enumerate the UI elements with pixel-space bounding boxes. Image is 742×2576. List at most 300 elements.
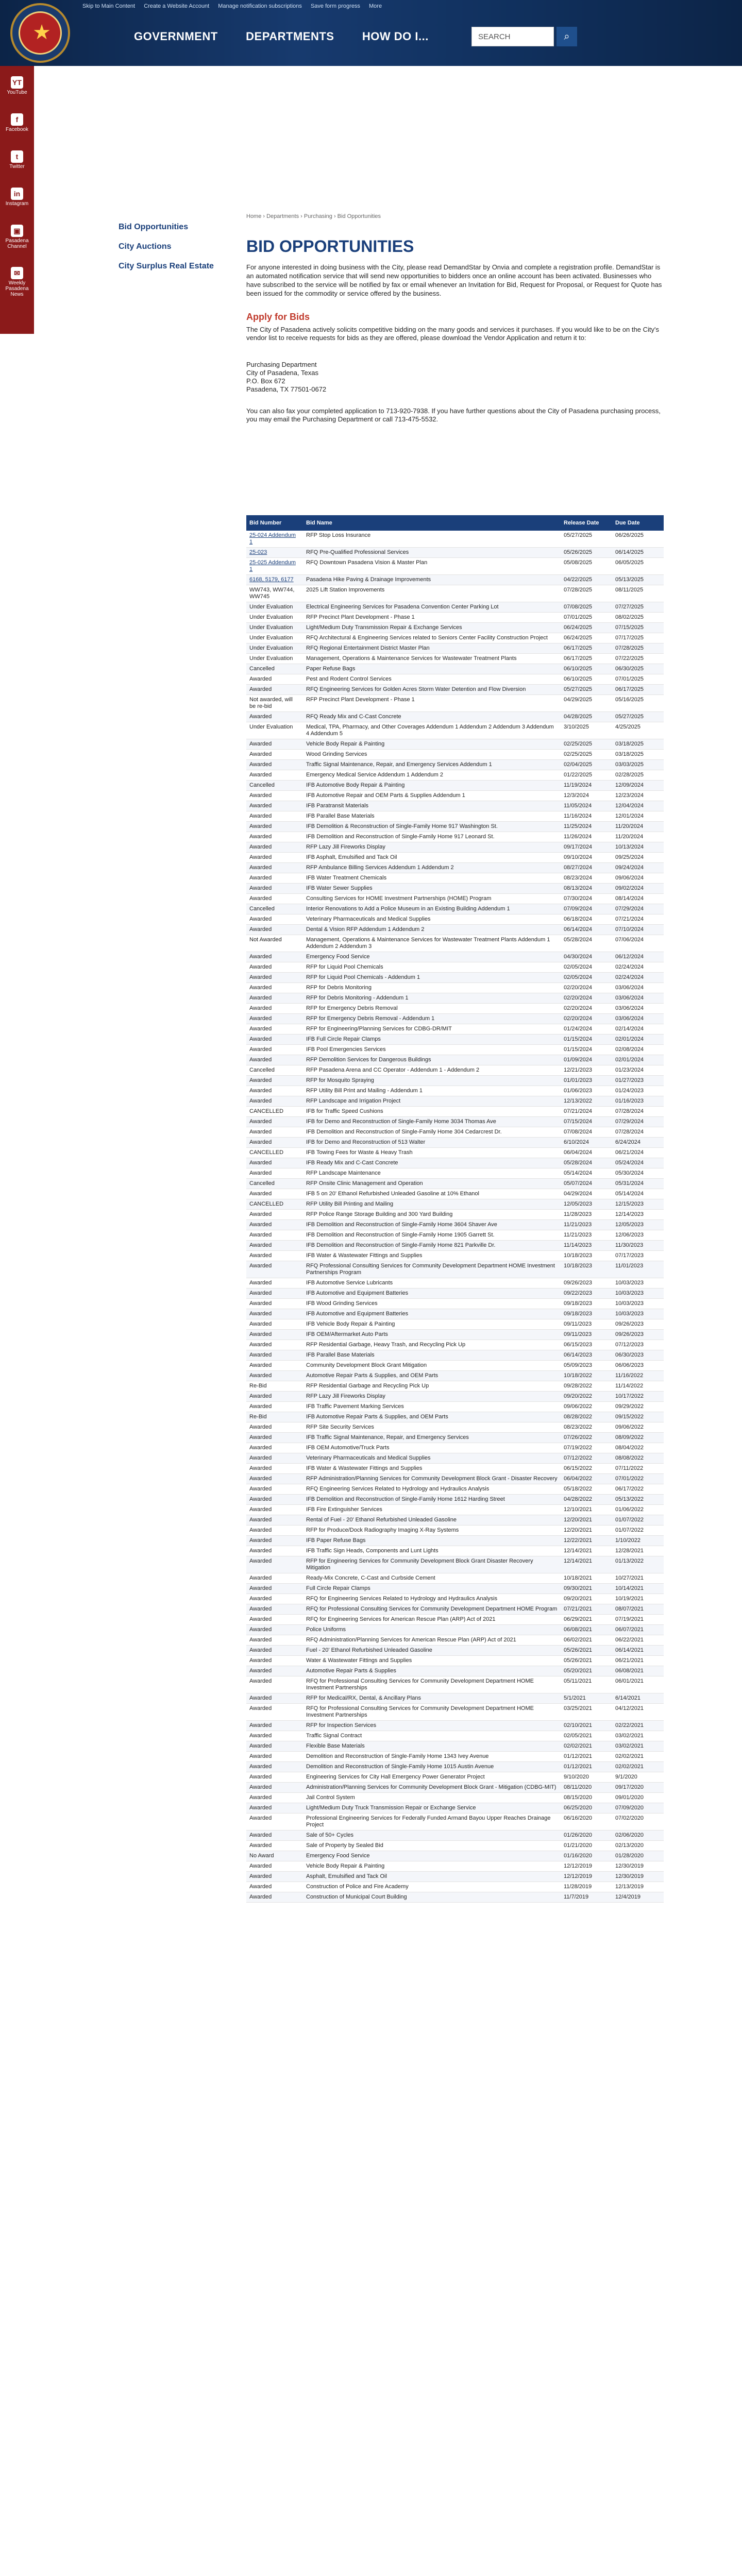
bid-name-cell[interactable]: RFP for Engineering Services for Community Development Block Grant Disaster Recovery Mitigation	[303, 1556, 561, 1573]
bid-number-cell: Re-Bid	[246, 1412, 303, 1422]
bid-name-cell[interactable]: Traffic Signal Maintenance, Repair, and Emergency Services Addendum 1	[303, 760, 561, 770]
release-date-cell: 07/12/2022	[561, 1453, 612, 1464]
bid-name-cell[interactable]: RFQ for Professional Consulting Services for Community Development Department HOME Program	[303, 1604, 561, 1615]
table-row	[246, 558, 664, 575]
bid-name-cell[interactable]: Automotive Repair Parts & Supplies, and OEM Parts	[303, 1371, 561, 1381]
release-date-cell: 06/18/2024	[561, 914, 612, 925]
due-date-cell: 10/19/2021	[612, 1594, 664, 1604]
release-date-cell: 06/02/2021	[561, 1635, 612, 1646]
due-date-cell: 06/14/2021	[612, 1646, 664, 1656]
table-row	[246, 1892, 664, 1903]
bid-name-cell[interactable]: Water & Wastewater Fittings and Supplies	[303, 1656, 561, 1666]
release-date-cell: 05/27/2025	[561, 531, 612, 548]
bid-name-cell[interactable]: Veterinary Pharmaceuticals and Medical Supplies	[303, 914, 561, 925]
util-link[interactable]: More	[369, 3, 382, 9]
table-row	[246, 1220, 664, 1230]
bid-name-cell[interactable]: RFP Lazy Jill Fireworks Display	[303, 842, 561, 853]
release-date-cell: 11/26/2024	[561, 832, 612, 842]
bid-name-cell[interactable]: IFB Wood Grinding Services	[303, 1299, 561, 1309]
release-date-cell: 06/29/2021	[561, 1615, 612, 1625]
table-row	[246, 623, 664, 633]
bid-name-cell[interactable]: RFP Residential Garbage and Recycling Pick Up	[303, 1381, 561, 1392]
table-row	[246, 1381, 664, 1392]
bid-name-cell[interactable]: IFB OEM/Aftermarket Auto Parts	[303, 1330, 561, 1340]
bid-name-cell[interactable]: RFP Site Security Services	[303, 1422, 561, 1433]
release-date-cell: 06/15/2022	[561, 1464, 612, 1474]
bid-name-cell[interactable]: RFP for Produce/Dock Radiography Imaging X-Ray Systems	[303, 1526, 561, 1536]
due-date-cell: 07/27/2025	[612, 602, 664, 613]
release-date-cell: 07/19/2022	[561, 1443, 612, 1453]
release-date-cell: 12/22/2021	[561, 1536, 612, 1546]
due-date-cell: 1/10/2022	[612, 1536, 664, 1546]
nav-bid-opportunities[interactable]: Bid Opportunities	[119, 223, 189, 231]
bid-name-cell[interactable]: Ready-Mix Concrete, C-Cast and Curbside Cement	[303, 1573, 561, 1584]
due-date-cell: 07/17/2023	[612, 1251, 664, 1261]
bid-name-cell[interactable]: RFP for Medical/RX, Dental, & Ancillary Plans	[303, 1693, 561, 1704]
table-row	[246, 1086, 664, 1096]
bid-name-cell[interactable]: IFB Demolition and Reconstruction of Single-Family Home 1905 Garrett St.	[303, 1230, 561, 1241]
bid-name-cell[interactable]: Police Uniforms	[303, 1625, 561, 1635]
bid-number-cell: Awarded	[246, 1814, 303, 1831]
breadcrumb[interactable]: Home › Departments › Purchasing › Bid Opportunities	[246, 213, 381, 219]
bid-number-cell: Awarded	[246, 1433, 303, 1443]
bid-name-cell[interactable]: RFP Landscape and Irrigation Project	[303, 1096, 561, 1107]
bid-name-cell[interactable]: IFB 5 on 20' Ethanol Refurbished Unleaded Gasoline at 10% Ethanol	[303, 1189, 561, 1199]
due-date-cell: 06/21/2024	[612, 1148, 664, 1158]
bid-number-cell: Awarded	[246, 1158, 303, 1168]
bid-name-cell[interactable]: Construction of Police and Fire Academy	[303, 1882, 561, 1892]
nav-surplus-real-estate[interactable]: City Surplus Real Estate	[119, 262, 214, 270]
bid-name-cell[interactable]: RFQ Pre-Qualified Professional Services	[303, 548, 561, 558]
bid-name-cell[interactable]: Demolition and Reconstruction of Single-Family Home 1015 Austin Avenue	[303, 1762, 561, 1772]
bid-name-cell[interactable]: IFB Automotive and Equipment Batteries	[303, 1309, 561, 1319]
bid-name-cell[interactable]: Professional Engineering Services for Federally Funded Armand Bayou Upper Reaches Drainage Project	[303, 1814, 561, 1831]
address-line: P.O. Box 672	[246, 377, 285, 385]
release-date-cell: 01/06/2023	[561, 1086, 612, 1096]
table-row	[246, 962, 664, 973]
bid-name-cell[interactable]: RFQ for Professional Consulting Services for Community Development Department HOME Investment Partnerships	[303, 1676, 561, 1693]
bid-name-cell[interactable]: Vehicle Body Repair & Painting	[303, 1861, 561, 1872]
bid-number-cell: Awarded	[246, 1741, 303, 1752]
due-date-cell: 12/05/2023	[612, 1220, 664, 1230]
bid-name-cell[interactable]: Interior Renovations to Add a Police Museum in an Existing Building Addendum 1	[303, 904, 561, 914]
bid-number-cell: Awarded	[246, 1752, 303, 1762]
release-date-cell: 04/22/2025	[561, 575, 612, 585]
due-date-cell: 04/12/2021	[612, 1704, 664, 1721]
facebook-link[interactable]	[0, 113, 34, 132]
release-date-cell: 09/20/2021	[561, 1594, 612, 1604]
release-date-cell: 02/02/2021	[561, 1741, 612, 1752]
due-date-cell: 07/15/2025	[612, 623, 664, 633]
release-date-cell: 02/20/2024	[561, 1004, 612, 1014]
bid-name-cell[interactable]: RFP Lazy Jill Fireworks Display	[303, 1392, 561, 1402]
bid-name-cell[interactable]: IFB Paper Refuse Bags	[303, 1536, 561, 1546]
table-row	[246, 1646, 664, 1656]
due-date-cell: 06/07/2021	[612, 1625, 664, 1635]
table-row	[246, 1230, 664, 1241]
table-row	[246, 1330, 664, 1340]
table-row	[246, 1261, 664, 1278]
instagram-icon: in	[11, 188, 23, 200]
bid-name-cell[interactable]: RFQ Engineering Services Related to Hydrology and Hydraulics Analysis	[303, 1484, 561, 1495]
due-date-cell: 05/30/2024	[612, 1168, 664, 1179]
bid-name-cell[interactable]: IFB Pool Emergencies Services	[303, 1045, 561, 1055]
bid-name-cell[interactable]: Veterinary Pharmaceuticals and Medical Supplies	[303, 1453, 561, 1464]
due-date-cell: 09/02/2024	[612, 884, 664, 894]
bid-name-cell[interactable]: RFP Utility Bill Print and Mailing - Addendum 1	[303, 1086, 561, 1096]
bid-name-cell[interactable]: Management, Operations & Maintenance Services for Wastewater Treatment Plants Addendum 1 Addendum 2 Addendum 3	[303, 935, 561, 952]
bid-name-cell[interactable]: RFQ for Engineering Services Related to Hydrology and Hydraulics Analysis	[303, 1594, 561, 1604]
bid-number-cell: Awarded	[246, 1319, 303, 1330]
bid-name-cell[interactable]: IFB Automotive and Equipment Batteries	[303, 1289, 561, 1299]
due-date-cell: 12/14/2023	[612, 1210, 664, 1220]
bid-name-cell[interactable]: Consulting Services for HOME Investment Partnerships (HOME) Program	[303, 894, 561, 904]
bid-name-cell[interactable]: IFB Water Sewer Supplies	[303, 884, 561, 894]
table-row	[246, 1004, 664, 1014]
bid-name-cell[interactable]: Wood Grinding Services	[303, 750, 561, 760]
due-date-cell: 02/13/2020	[612, 1841, 664, 1851]
bid-name-cell[interactable]: Light/Medium Duty Truck Transmission Repair or Exchange Service	[303, 1803, 561, 1814]
release-date-cell: 04/28/2022	[561, 1495, 612, 1505]
release-date-cell: 04/28/2025	[561, 712, 612, 722]
nav-government[interactable]: GOVERNMENT	[134, 30, 218, 43]
bid-name-cell[interactable]: Sale of 50+ Cycles	[303, 1831, 561, 1841]
util-link[interactable]: Manage notification subscriptions	[218, 3, 302, 9]
bid-name-cell[interactable]: IFB Traffic Signal Maintenance, Repair, and Emergency Services	[303, 1433, 561, 1443]
table-row	[246, 1117, 664, 1127]
bid-name-cell[interactable]: IFB Parallel Base Materials	[303, 1350, 561, 1361]
release-date-cell: 02/05/2024	[561, 962, 612, 973]
bid-name-cell[interactable]: Jail Control System	[303, 1793, 561, 1803]
bid-number-cell: Awarded	[246, 894, 303, 904]
release-date-cell: 11/16/2024	[561, 811, 612, 822]
bid-name-cell[interactable]: RFP for Liquid Pool Chemicals - Addendum 1	[303, 973, 561, 983]
bid-name-cell[interactable]: RFP Landscape Maintenance	[303, 1168, 561, 1179]
bid-name-cell[interactable]: IFB for Traffic Speed Cushions	[303, 1107, 561, 1117]
due-date-cell: 05/24/2024	[612, 1158, 664, 1168]
bid-name-cell[interactable]: Medical, TPA, Pharmacy, and Other Coverages Addendum 1 Addendum 2 Addendum 3 Addendum 4 Addendum 5	[303, 722, 561, 739]
address-line: City of Pasadena, Texas	[246, 369, 318, 377]
bid-number-cell: Cancelled	[246, 781, 303, 791]
bid-name-cell[interactable]: IFB Automotive Service Lubricants	[303, 1278, 561, 1289]
bid-name-cell[interactable]: Rental of Fuel - 20' Ethanol Refurbished Unleaded Gasoline	[303, 1515, 561, 1526]
social-sidebar	[0, 66, 34, 334]
release-date-cell: 02/05/2024	[561, 973, 612, 983]
bid-name-cell[interactable]: RFQ Ready Mix and C-Cast Concrete	[303, 712, 561, 722]
release-date-cell: 05/09/2023	[561, 1361, 612, 1371]
bid-name-cell[interactable]: RFP Precinct Plant Development - Phase 1	[303, 695, 561, 712]
table-row	[246, 853, 664, 863]
release-date-cell: 08/13/2024	[561, 884, 612, 894]
release-date-cell: 09/18/2023	[561, 1309, 612, 1319]
release-date-cell: 09/18/2023	[561, 1299, 612, 1309]
bid-name-cell[interactable]: RFQ for Engineering Services for American Rescue Plan (ARP) Act of 2021	[303, 1615, 561, 1625]
due-date-cell: 06/22/2021	[612, 1635, 664, 1646]
bid-number-cell: Under Evaluation	[246, 643, 303, 654]
due-date-cell: 07/02/2020	[612, 1814, 664, 1831]
bid-name-cell[interactable]: RFP Residential Garbage, Heavy Trash, and Recycling Pick Up	[303, 1340, 561, 1350]
bid-name-cell[interactable]: IFB Parallel Base Materials	[303, 811, 561, 822]
table-row	[246, 1309, 664, 1319]
bid-name-cell[interactable]: Fuel - 20' Ethanol Refurbished Unleaded Gasoline	[303, 1646, 561, 1656]
bid-name-cell[interactable]: IFB Automotive Repair Parts & Supplies, and OEM Parts	[303, 1412, 561, 1422]
bid-name-cell[interactable]: IFB Demolition and Reconstruction of Single-Family Home 917 Leonard St.	[303, 832, 561, 842]
bid-name-cell[interactable]: RFQ Administration/Planning Services for American Rescue Plan (ARP) Act of 2021	[303, 1635, 561, 1646]
bid-name-cell[interactable]: Traffic Signal Contract	[303, 1731, 561, 1741]
search-icon[interactable]: ⌕	[556, 27, 577, 46]
bid-name-cell[interactable]: Emergency Food Service	[303, 952, 561, 962]
bid-number-cell: Awarded	[246, 873, 303, 884]
bid-name-cell[interactable]: IFB Demolition and Reconstruction of Single-Family Home 1612 Harding Street	[303, 1495, 561, 1505]
bid-number-cell: Awarded	[246, 1096, 303, 1107]
bid-name-cell[interactable]: RFQ Regional Entertainment District Master Plan	[303, 643, 561, 654]
bid-name-cell[interactable]: IFB Traffic Pavement Marking Services	[303, 1402, 561, 1412]
channel-link[interactable]	[0, 225, 34, 249]
nav-city-auctions[interactable]: City Auctions	[119, 242, 172, 251]
social-label: Facebook	[6, 127, 28, 132]
bid-name-cell[interactable]: Pest and Rodent Control Services	[303, 674, 561, 685]
bid-name-cell[interactable]: RFQ Engineering Services for Golden Acres Storm Water Detention and Flow Diversion	[303, 685, 561, 695]
bid-name-cell[interactable]: IFB Water & Wastewater Fittings and Supplies	[303, 1464, 561, 1474]
bid-name-cell[interactable]: RFP for Inspection Services	[303, 1721, 561, 1731]
due-date-cell: 10/03/2023	[612, 1289, 664, 1299]
table-row	[246, 1433, 664, 1443]
table-row	[246, 1319, 664, 1330]
bid-name-cell[interactable]: RFP for Debris Monitoring	[303, 983, 561, 993]
col-due-date: Due Date	[612, 515, 664, 531]
bid-name-cell[interactable]: RFP Stop Loss Insurance	[303, 531, 561, 548]
address-line: Pasadena, TX 77501-0672	[246, 385, 327, 393]
util-link[interactable]: Save form progress	[310, 3, 360, 9]
release-date-cell: 06/17/2025	[561, 643, 612, 654]
release-date-cell: 07/21/2024	[561, 1107, 612, 1117]
due-date-cell: 09/01/2020	[612, 1793, 664, 1803]
table-row	[246, 1604, 664, 1615]
bid-name-cell[interactable]: RFQ Professional Consulting Services for Community Development Department HOME Investment Partnerships Program	[303, 1261, 561, 1278]
search-input[interactable]: SEARCH	[471, 27, 554, 46]
news-link[interactable]	[0, 267, 34, 297]
bid-name-cell[interactable]: IFB Demolition and Reconstruction of Single-Family Home 3604 Shaver Ave	[303, 1220, 561, 1230]
bid-name-cell[interactable]: Administration/Planning Services for Community Development Block Grant - Mitigation (CDBG-MIT)	[303, 1783, 561, 1793]
table-row	[246, 613, 664, 623]
bid-name-cell[interactable]: IFB Ready Mix and C-Cast Concrete	[303, 1158, 561, 1168]
bid-name-cell[interactable]: IFB Towing Fees for Waste & Heavy Trash	[303, 1148, 561, 1158]
bid-name-cell[interactable]: RFP Police Range Storage Building and 300 Yard Building	[303, 1210, 561, 1220]
release-date-cell: 01/26/2020	[561, 1831, 612, 1841]
bid-name-cell[interactable]: RFP Pasadena Arena and CC Operator - Addendum 1 - Addendum 2	[303, 1065, 561, 1076]
due-date-cell: 07/01/2022	[612, 1474, 664, 1484]
social-label: Instagram	[5, 201, 29, 207]
table-row	[246, 575, 664, 585]
release-date-cell: 09/17/2024	[561, 842, 612, 853]
due-date-cell: 07/29/2024	[612, 1117, 664, 1127]
bid-number-cell: Awarded	[246, 1721, 303, 1731]
due-date-cell: 11/14/2022	[612, 1381, 664, 1392]
release-date-cell: 02/25/2025	[561, 750, 612, 760]
bid-name-cell[interactable]: RFP Onsite Clinic Management and Operation	[303, 1179, 561, 1189]
bid-name-cell[interactable]: IFB Traffic Sign Heads, Components and Lunt Lights	[303, 1546, 561, 1556]
bid-name-cell[interactable]: IFB Vehicle Body Repair & Painting	[303, 1319, 561, 1330]
bid-number-cell[interactable]: 25-023	[246, 548, 303, 558]
bid-name-cell[interactable]: Emergency Food Service	[303, 1851, 561, 1861]
bid-name-cell[interactable]: IFB Automotive Repair and OEM Parts & Supplies Addendum 1	[303, 791, 561, 801]
bid-number-cell: WW743, WW744, WW745	[246, 585, 303, 602]
release-date-cell: 06/15/2023	[561, 1340, 612, 1350]
due-date-cell: 09/06/2022	[612, 1422, 664, 1433]
bid-name-cell[interactable]: Paper Refuse Bags	[303, 664, 561, 674]
release-date-cell: 01/12/2021	[561, 1762, 612, 1772]
table-row	[246, 770, 664, 781]
bid-name-cell[interactable]: Demolition and Reconstruction of Single-Family Home 1343 Ivey Avenue	[303, 1752, 561, 1762]
due-date-cell: 05/14/2024	[612, 1189, 664, 1199]
table-row	[246, 842, 664, 853]
youtube-link[interactable]	[0, 76, 34, 95]
bid-number-cell: CANCELLED	[246, 1199, 303, 1210]
bid-number-cell[interactable]: 25-024 Addendum 1	[246, 531, 303, 548]
bid-name-cell[interactable]: RFP for Liquid Pool Chemicals	[303, 962, 561, 973]
bid-number-cell: Awarded	[246, 1484, 303, 1495]
bid-name-cell[interactable]: RFP for Mosquito Spraying	[303, 1076, 561, 1086]
table-row	[246, 712, 664, 722]
nav-departments[interactable]: DEPARTMENTS	[246, 30, 334, 43]
due-date-cell: 01/13/2022	[612, 1556, 664, 1573]
bid-name-cell[interactable]: Management, Operations & Maintenance Services for Wastewater Treatment Plants	[303, 654, 561, 664]
bid-name-cell[interactable]: Flexible Base Materials	[303, 1741, 561, 1752]
bid-name-cell[interactable]: RFQ Downtown Pasadena Vision & Master Plan	[303, 558, 561, 575]
bid-name-cell[interactable]: Full Circle Repair Clamps	[303, 1584, 561, 1594]
bid-name-cell[interactable]: RFP for Emergency Debris Removal - Addendum 1	[303, 1014, 561, 1024]
bid-number-cell: Awarded	[246, 1546, 303, 1556]
release-date-cell: 12/20/2021	[561, 1515, 612, 1526]
social-label: Twitter	[9, 164, 25, 170]
due-date-cell: 02/24/2024	[612, 973, 664, 983]
bid-number-cell: Awarded	[246, 1402, 303, 1412]
nav-how-do-i[interactable]: HOW DO I...	[362, 30, 429, 43]
bid-name-cell[interactable]: Automotive Repair Parts & Supplies	[303, 1666, 561, 1676]
table-row	[246, 1299, 664, 1309]
due-date-cell: 07/10/2024	[612, 925, 664, 935]
bid-name-cell[interactable]: RFQ for Professional Consulting Services for Community Development Department HOME Investment Partnerships	[303, 1704, 561, 1721]
due-date-cell: 06/17/2022	[612, 1484, 664, 1495]
bid-name-cell[interactable]: IFB for Demo and Reconstruction of 513 Walter	[303, 1138, 561, 1148]
bid-name-cell[interactable]: Pasadena Hike Paving & Drainage Improvements	[303, 575, 561, 585]
bid-name-cell[interactable]: IFB Automotive Body Repair & Painting	[303, 781, 561, 791]
util-link[interactable]: Skip to Main Content	[82, 3, 136, 9]
bid-name-cell[interactable]: IFB Paratransit Materials	[303, 801, 561, 811]
bid-name-cell[interactable]: IFB Demolition and Reconstruction of Single-Family Home 821 Parkville Dr.	[303, 1241, 561, 1251]
bid-name-cell[interactable]: RFP for Debris Monitoring - Addendum 1	[303, 993, 561, 1004]
twitter-link[interactable]	[0, 150, 34, 170]
release-date-cell: 01/01/2023	[561, 1076, 612, 1086]
due-date-cell: 02/22/2021	[612, 1721, 664, 1731]
table-row	[246, 811, 664, 822]
table-row	[246, 904, 664, 914]
bid-name-cell[interactable]: Emergency Medical Service Addendum 1 Addendum 2	[303, 770, 561, 781]
bid-name-cell[interactable]: Dental & Vision RFP Addendum 1 Addendum 2	[303, 925, 561, 935]
release-date-cell: 05/07/2024	[561, 1179, 612, 1189]
bid-name-cell[interactable]: IFB Demolition and Reconstruction of Single-Family Home 304 Cedarcrest Dr.	[303, 1127, 561, 1138]
release-date-cell: 07/08/2025	[561, 602, 612, 613]
release-date-cell: 05/26/2025	[561, 548, 612, 558]
bid-name-cell[interactable]: Sale of Property by Sealed Bid	[303, 1841, 561, 1851]
bid-name-cell[interactable]: IFB Fire Extinguisher Services	[303, 1505, 561, 1515]
bid-name-cell[interactable]: IFB Water & Wastewater Fittings and Supplies	[303, 1251, 561, 1261]
bid-name-cell[interactable]: RFP Administration/Planning Services for Community Development Block Grant - Disaster Recovery	[303, 1474, 561, 1484]
table-row	[246, 1014, 664, 1024]
bid-name-cell[interactable]: Electrical Engineering Services for Pasadena Convention Center Parking Lot	[303, 602, 561, 613]
due-date-cell: 07/17/2025	[612, 633, 664, 643]
due-date-cell: 06/26/2025	[612, 531, 664, 548]
due-date-cell: 09/24/2024	[612, 863, 664, 873]
bid-name-cell[interactable]: Light/Medium Duty Transmission Repair & Exchange Services	[303, 623, 561, 633]
bid-name-cell[interactable]: IFB OEM Automotive/Truck Parts	[303, 1443, 561, 1453]
bids-table	[246, 515, 664, 1903]
bid-name-cell[interactable]: IFB for Demo and Reconstruction of Single-Family Home 3034 Thomas Ave	[303, 1117, 561, 1127]
bid-name-cell[interactable]: Construction of Municipal Court Building	[303, 1892, 561, 1903]
bid-name-cell[interactable]: Vehicle Body Repair & Painting	[303, 739, 561, 750]
bid-number-cell: Awarded	[246, 1515, 303, 1526]
site-header	[0, 0, 742, 66]
bid-name-cell[interactable]: RFP for Emergency Debris Removal	[303, 1004, 561, 1014]
address-line: Purchasing Department	[246, 361, 317, 368]
bid-name-cell[interactable]: RFP Utility Bill Printing and Mailing	[303, 1199, 561, 1210]
release-date-cell: 07/30/2024	[561, 894, 612, 904]
due-date-cell: 08/08/2022	[612, 1453, 664, 1464]
bid-name-cell[interactable]: IFB Asphalt, Emulsified and Tack Oil	[303, 853, 561, 863]
facebook-icon: f	[11, 113, 23, 126]
bid-number-cell: Awarded	[246, 1309, 303, 1319]
due-date-cell: 08/07/2021	[612, 1604, 664, 1615]
table-row	[246, 1251, 664, 1261]
bid-number-cell: Awarded	[246, 1772, 303, 1783]
bid-name-cell[interactable]: RFP for Engineering/Planning Services for CDBG-DR/MIT	[303, 1024, 561, 1035]
bid-name-cell[interactable]: Community Development Block Grant Mitigation	[303, 1361, 561, 1371]
city-seal-logo[interactable]	[10, 3, 70, 63]
bid-number-cell: Awarded	[246, 1536, 303, 1546]
util-link[interactable]: Create a Website Account	[144, 3, 210, 9]
due-date-cell: 06/21/2021	[612, 1656, 664, 1666]
bid-name-cell[interactable]: IFB Demolition & Reconstruction of Single-Family Home 917 Washington St.	[303, 822, 561, 832]
bid-name-cell[interactable]: Asphalt, Emulsified and Tack Oil	[303, 1872, 561, 1882]
bid-number-cell: Awarded	[246, 760, 303, 770]
instagram-link[interactable]	[0, 188, 34, 207]
bid-number-cell: Under Evaluation	[246, 613, 303, 623]
bid-number-cell[interactable]: 25-025 Addendum 1	[246, 558, 303, 575]
due-date-cell: 06/06/2023	[612, 1361, 664, 1371]
bid-name-cell[interactable]: IFB Water Treatment Chemicals	[303, 873, 561, 884]
due-date-cell: 09/26/2023	[612, 1330, 664, 1340]
bid-number-cell: Awarded	[246, 1803, 303, 1814]
bid-number-cell: Awarded	[246, 1371, 303, 1381]
release-date-cell: 07/21/2021	[561, 1604, 612, 1615]
bid-name-cell[interactable]: 2025 Lift Station Improvements	[303, 585, 561, 602]
bid-name-cell[interactable]: RFP Precinct Plant Development - Phase 1	[303, 613, 561, 623]
bid-name-cell[interactable]: RFP Ambulance Billing Services Addendum 1 Addendum 2	[303, 863, 561, 873]
bid-number-cell: Awarded	[246, 1526, 303, 1536]
bid-name-cell[interactable]: IFB Full Circle Repair Clamps	[303, 1035, 561, 1045]
bid-name-cell[interactable]: Engineering Services for City Hall Emergency Power Generator Project	[303, 1772, 561, 1783]
release-date-cell: 01/22/2025	[561, 770, 612, 781]
youtube-icon: YT	[11, 76, 23, 89]
table-header-row	[246, 515, 664, 531]
due-date-cell: 12/23/2024	[612, 791, 664, 801]
bid-name-cell[interactable]: RFQ Architectural & Engineering Services related to Seniors Center Facility Construction Project	[303, 633, 561, 643]
bid-number-cell: Awarded	[246, 1278, 303, 1289]
due-date-cell: 6/14/2021	[612, 1693, 664, 1704]
due-date-cell: 07/12/2023	[612, 1340, 664, 1350]
bid-number-cell[interactable]: 6168, 5179, 6177	[246, 575, 303, 585]
bid-name-cell[interactable]: RFP Demolition Services for Dangerous Buildings	[303, 1055, 561, 1065]
